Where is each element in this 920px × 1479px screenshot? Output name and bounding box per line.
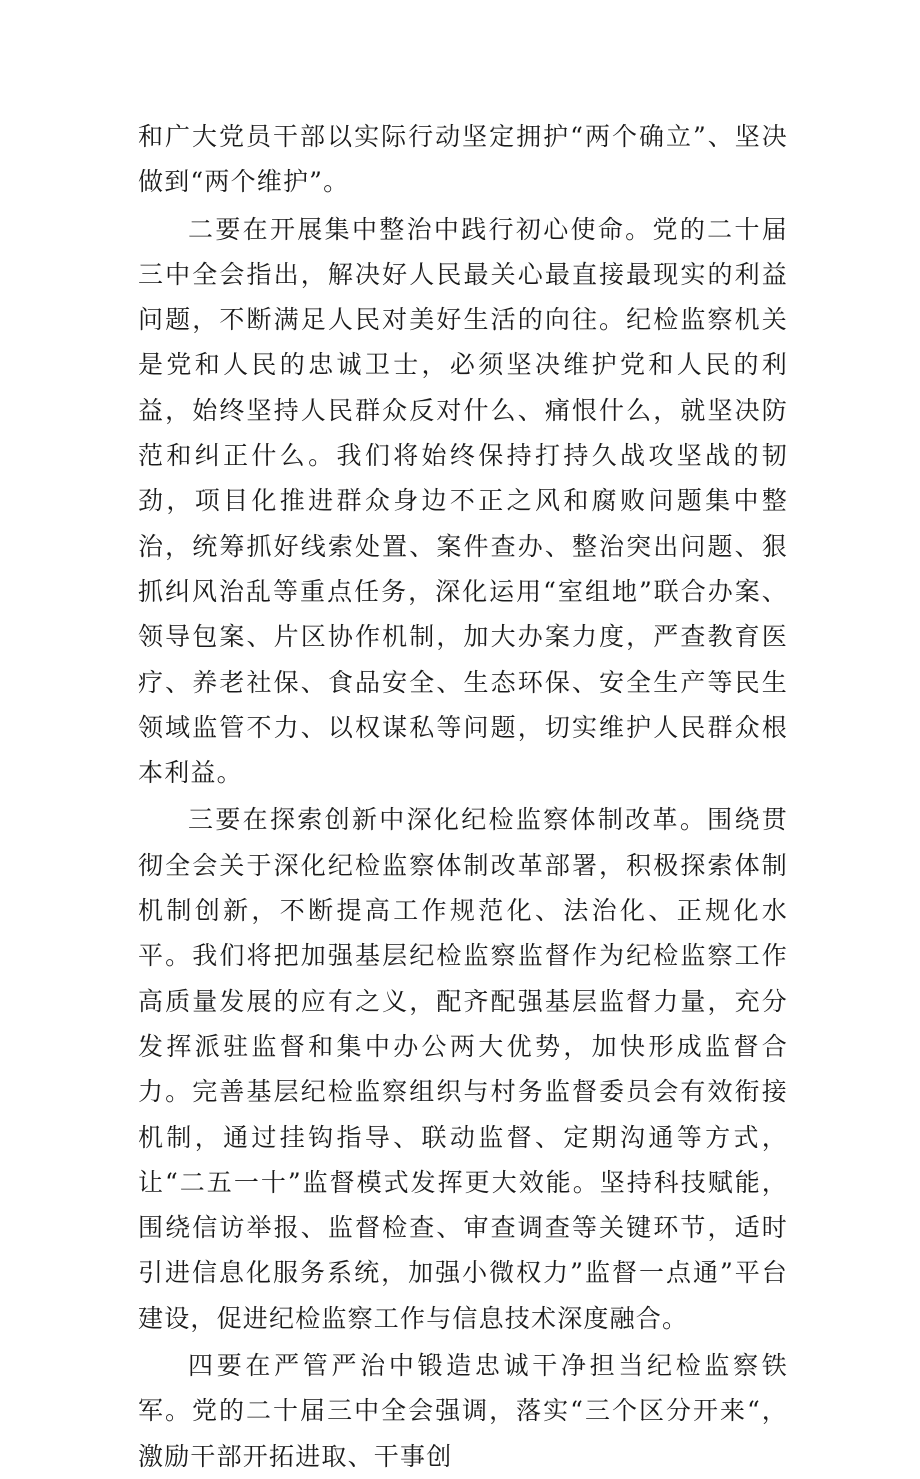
paragraph-second-requirement: 二要在开展集中整治中践行初心使命。党的二十届三中全会指出，解决好人民最关心最直接最现实的利益问题，不断满足人民对美好生活的向往。纪检监察机关是党和人民的忠诚卫士，必须坚决维护党和人民的利益，始终坚持人民群众反对什么、痛恨什么，就坚决防范和纠正什么。我们将始终保持打持久战攻坚战的韧劲，项目化推进群众身边不正之风和腐败问题集中整治，统筹抓好线索处置、案件查办、整治突出问题、狠抓纠风治乱等重点任务，深化运用“室组地”联合办案、领导包案、片区协作机制，加大办案力度，严查教育医疗、养老社保、食品安全、生态环保、安全生产等民生领域监管不力、以权谋私等问题，切实维护人民群众根本利益。 (138, 214, 788, 788)
paragraph-fourth-requirement: 四要在严管严治中锻造忠诚干净担当纪检监察铁军。党的二十届三中全会强调，落实“三个区分开来“，激励干部开拓进取、干事创 (138, 1351, 788, 1471)
document-page (138, 114, 788, 1479)
paragraph-continuation: 和广大党员干部以实际行动坚定拥护“两个确立”、坚决做到“两个维护”。 (138, 122, 788, 197)
paragraph-third-requirement: 三要在探索创新中深化纪检监察体制改革。围绕贯彻全会关于深化纪检监察体制改革部署，积极探索体制机制创新，不断提高工作规范化、法治化、正规化水平。我们将把加强基层纪检监察监督作为纪检监察工作高质量发展的应有之义，配齐配强基层监督力量，充分发挥派驻监督和集中办公两大优势，加快形成监督合力。完善基层纪检监察组织与村务监督委员会有效衔接机制，通过挂钩指导、联动监督、定期沟通等方式，让“二五一十”监督模式发挥更大效能。坚持科技赋能，围绕信访举报、监督检查、审查调查等关键环节，适时引进信息化服务系统，加强小微权力”监督一点通”平台建设，促进纪检监察工作与信息技术深度融合。 (138, 805, 788, 1333)
